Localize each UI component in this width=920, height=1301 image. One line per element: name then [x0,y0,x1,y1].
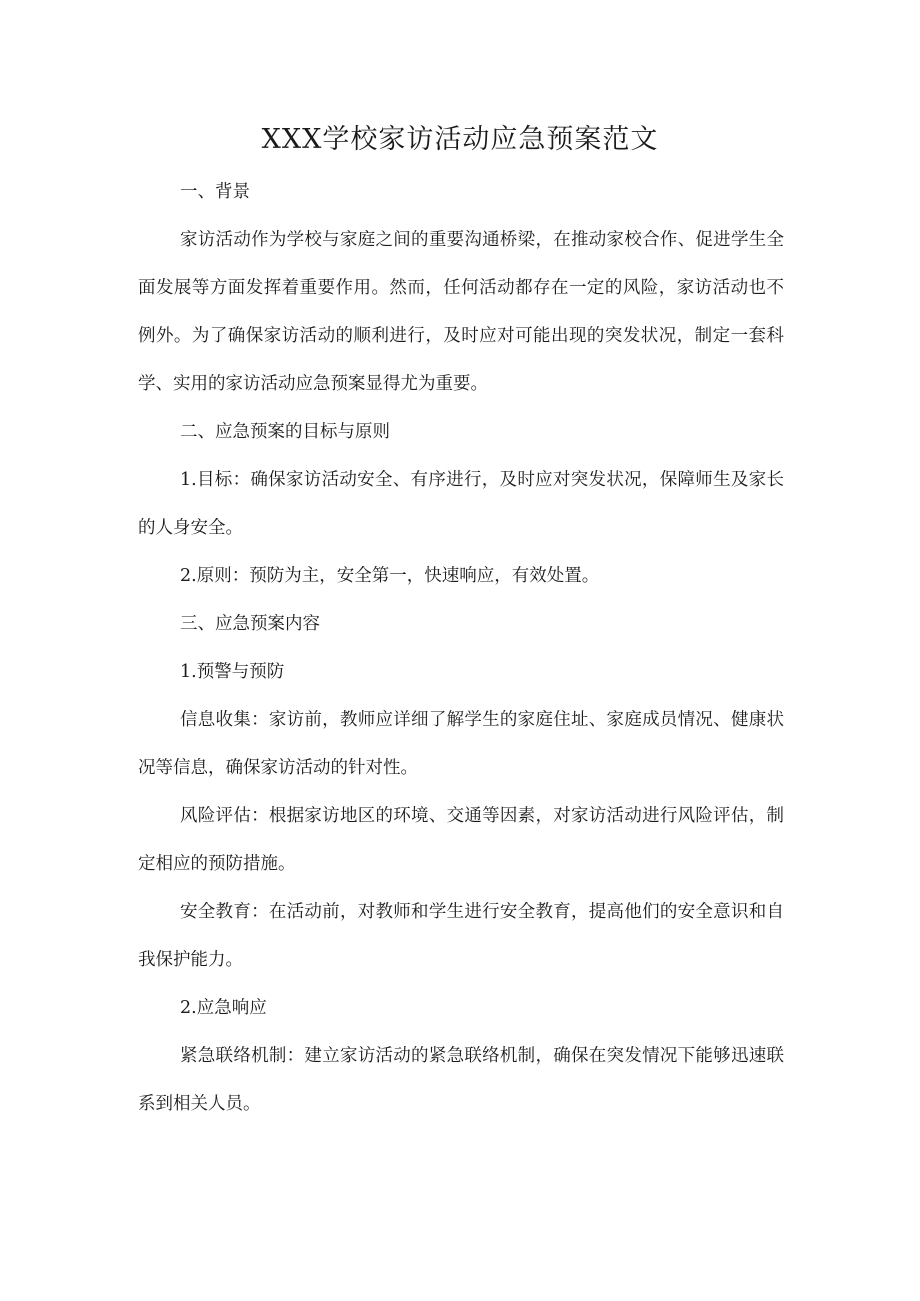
info-collection-paragraph: 信息收集：家访前，教师应详细了解学生的家庭住址、家庭成员情况、健康状况等信息，确保家访活动的针对性。 [138,710,784,778]
emergency-contact-paragraph: 紧急联络机制：建立家访活动的紧急联络机制，确保在突发情况下能够迅速联系到相关人员。 [138,1046,784,1114]
item-text: .目标：确保家访活动安全、有序进行，及时应对突发状况，保障师生及家长的人身安全。 [138,470,784,538]
goal-item [138,456,784,552]
item-text: .预警与预防 [191,662,285,682]
risk-assessment-paragraph: 风险评估：根据家访地区的环境、交通等因素，对家访活动进行风险评估，制定相应的预防措施。 [138,806,784,874]
safety-education-paragraph: 安全教育：在活动前，对教师和学生进行安全教育，提高他们的安全意识和自我保护能力。 [138,902,784,970]
item-text: .原则：预防为主，安全第一，快速响应，有效处置。 [191,566,600,586]
item-number: 2 [180,566,192,586]
subheading-warning [138,648,784,696]
document-body [138,168,784,1128]
item-number: 1 [180,662,192,682]
background-paragraph: 家访活动作为学校与家庭之间的重要沟通桥梁，在推动家校合作、促进学生全面发展等方面发挥着重要作用。然而，任何活动都存在一定的风险，家访活动也不例外。为了确保家访活动的顺利进行，及时应对可能出现的突发状况，制定一套科学、实用的家访活动应急预案显得尤为重要。 [138,230,784,394]
item-number: 1 [180,470,192,490]
section-heading-background: 一、背景 [180,182,250,202]
subheading-response [138,984,784,1032]
item-number: 2 [180,998,192,1018]
section-heading-goals: 二、应急预案的目标与原则 [180,422,390,442]
document-title: XXX学校家访活动应急预案范文 [261,124,659,155]
principle-item [138,552,784,600]
item-text: .应急响应 [191,998,267,1018]
section-heading-content: 三、应急预案内容 [180,614,320,634]
